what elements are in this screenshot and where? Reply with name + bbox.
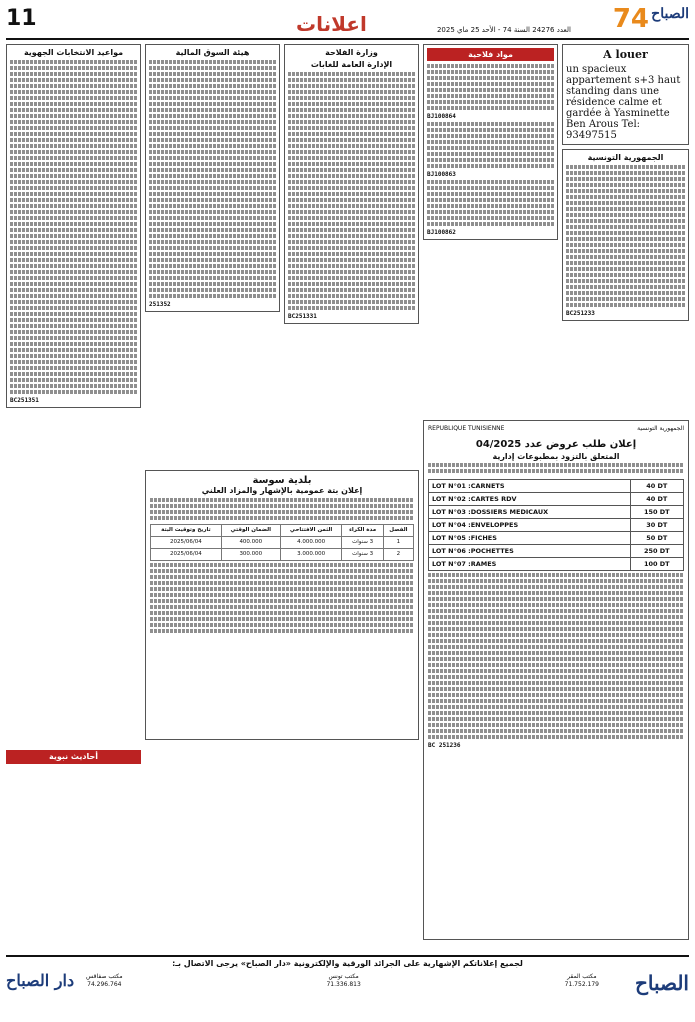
ad-ref: BJ100864 [427, 113, 456, 120]
ad-box-agriculture [284, 44, 419, 324]
ad-box-materials [423, 44, 558, 240]
ad-ref: BC251331 [288, 313, 317, 320]
ad-title: وزارة الفلاحة [325, 48, 378, 57]
column-3 [284, 44, 419, 454]
ad-ref: 251352 [149, 301, 171, 308]
rent-text: un spacieux appartement s+3 haut standing dans une résidence calme et gardée à Yasminette Ben Arous Tel: 93497515 [566, 64, 681, 141]
page-number: 11 [6, 6, 37, 31]
ad-ref: BC251351 [10, 397, 39, 404]
ad-ref: BC251233 [566, 310, 595, 317]
lot-table [428, 479, 684, 571]
column-4 [423, 44, 558, 414]
lot-row: 250 DT LOT N°06 :POCHETTES [429, 544, 684, 557]
table-header: الثمن الافتتاحي [280, 525, 342, 537]
tender-sousse [145, 470, 419, 740]
ad-box-elections [6, 44, 141, 408]
footer-logo-left: دار الصباح [6, 971, 75, 990]
lot-title: إعلان طلب عروض عدد 04/2025 [475, 438, 637, 450]
column-5 [562, 44, 689, 414]
masthead-logo [579, 4, 689, 36]
tender-lots [423, 420, 689, 940]
header-right: الجمهورية التونسية [637, 425, 684, 432]
lot-row: 40 DT LOT N°01 :CARNETS [429, 479, 684, 492]
table-row: 2 3 سنوات 3.000.000 300.000 2025/06/04 [151, 548, 414, 560]
table-row: 1 3 سنوات 4.000.000 400.000 2025/06/04 [151, 536, 414, 548]
ad-box-republic [562, 149, 689, 321]
tender-subtitle: إعلان بتة عمومية بالإشهار والمزاد العلني [201, 486, 363, 495]
table-header: الفصل [383, 525, 413, 537]
footer-logo: الصباح [634, 971, 689, 995]
page-footer [6, 955, 689, 1017]
lot-row: 40 DT LOT N°02 :CARTES RDV [429, 492, 684, 505]
lot-row: 100 DT LOT N°07 :RAMES [429, 557, 684, 570]
office-item: مكتب المقر 71.752.179 [564, 973, 599, 988]
lot-header [428, 425, 684, 433]
rent-title: A louer [603, 48, 648, 61]
ad-title: الجمهورية التونسية [587, 153, 664, 162]
ad-ref: BJ100862 [427, 229, 456, 236]
issue-info: العدد 24276 السنة 74 - الأحد 25 ماي 2025 [436, 26, 571, 34]
office-item: مكتب تونس 71.336.813 [326, 973, 361, 988]
hadith-section-title: أحاديث نبوية [6, 750, 141, 764]
lot-row: 50 DT LOT N°05 :FICHES [429, 531, 684, 544]
ad-box-rent [562, 44, 689, 145]
lot-row: 150 DT LOT N°03 :DOSSIERS MEDICAUX [429, 505, 684, 518]
office-item: مكتب صفاقس 74.296.764 [86, 973, 123, 988]
tender-title: بلدية سوسة [252, 475, 312, 486]
column-2 [145, 44, 280, 454]
ad-title: هيئة السوق المالية [175, 48, 250, 57]
ad-box-market [145, 44, 280, 312]
tender-table [150, 524, 414, 561]
section-title: اعلانات [296, 12, 367, 36]
lot-subtitle: المتعلق بالتزود بمطبوعات إدارية [492, 451, 620, 461]
column-1 [6, 44, 141, 744]
lot-row: 30 DT LOT N°04 :ENVELOPPES [429, 518, 684, 531]
table-header: الضمان الوقتي [221, 525, 280, 537]
footer-banner: لجميع إعلاناتكم الإشهارية على الجرائد الورقية والإلكترونية «دار الصباح» يرجى الاتصال بـ: [172, 959, 523, 968]
ad-title: مواعيد الانتخابات الجهوية [23, 48, 124, 57]
logo-word: الصباح [651, 6, 689, 22]
ad-title: مواد فلاحية [427, 48, 554, 61]
ad-ref: BC 251236 [428, 741, 461, 749]
logo-number: 74 [612, 4, 649, 34]
ad-ref: BJ100863 [427, 171, 456, 178]
ad-subtitle: الإدارة العامة للغابات [310, 60, 393, 69]
table-header: تاريخ وتوقيت البتة [151, 525, 222, 537]
footer-offices [86, 973, 599, 988]
table-header: مدة الكراء [342, 525, 384, 537]
header-left: REPUBLIQUE TUNISIENNE [428, 425, 505, 432]
page-header [6, 4, 689, 40]
